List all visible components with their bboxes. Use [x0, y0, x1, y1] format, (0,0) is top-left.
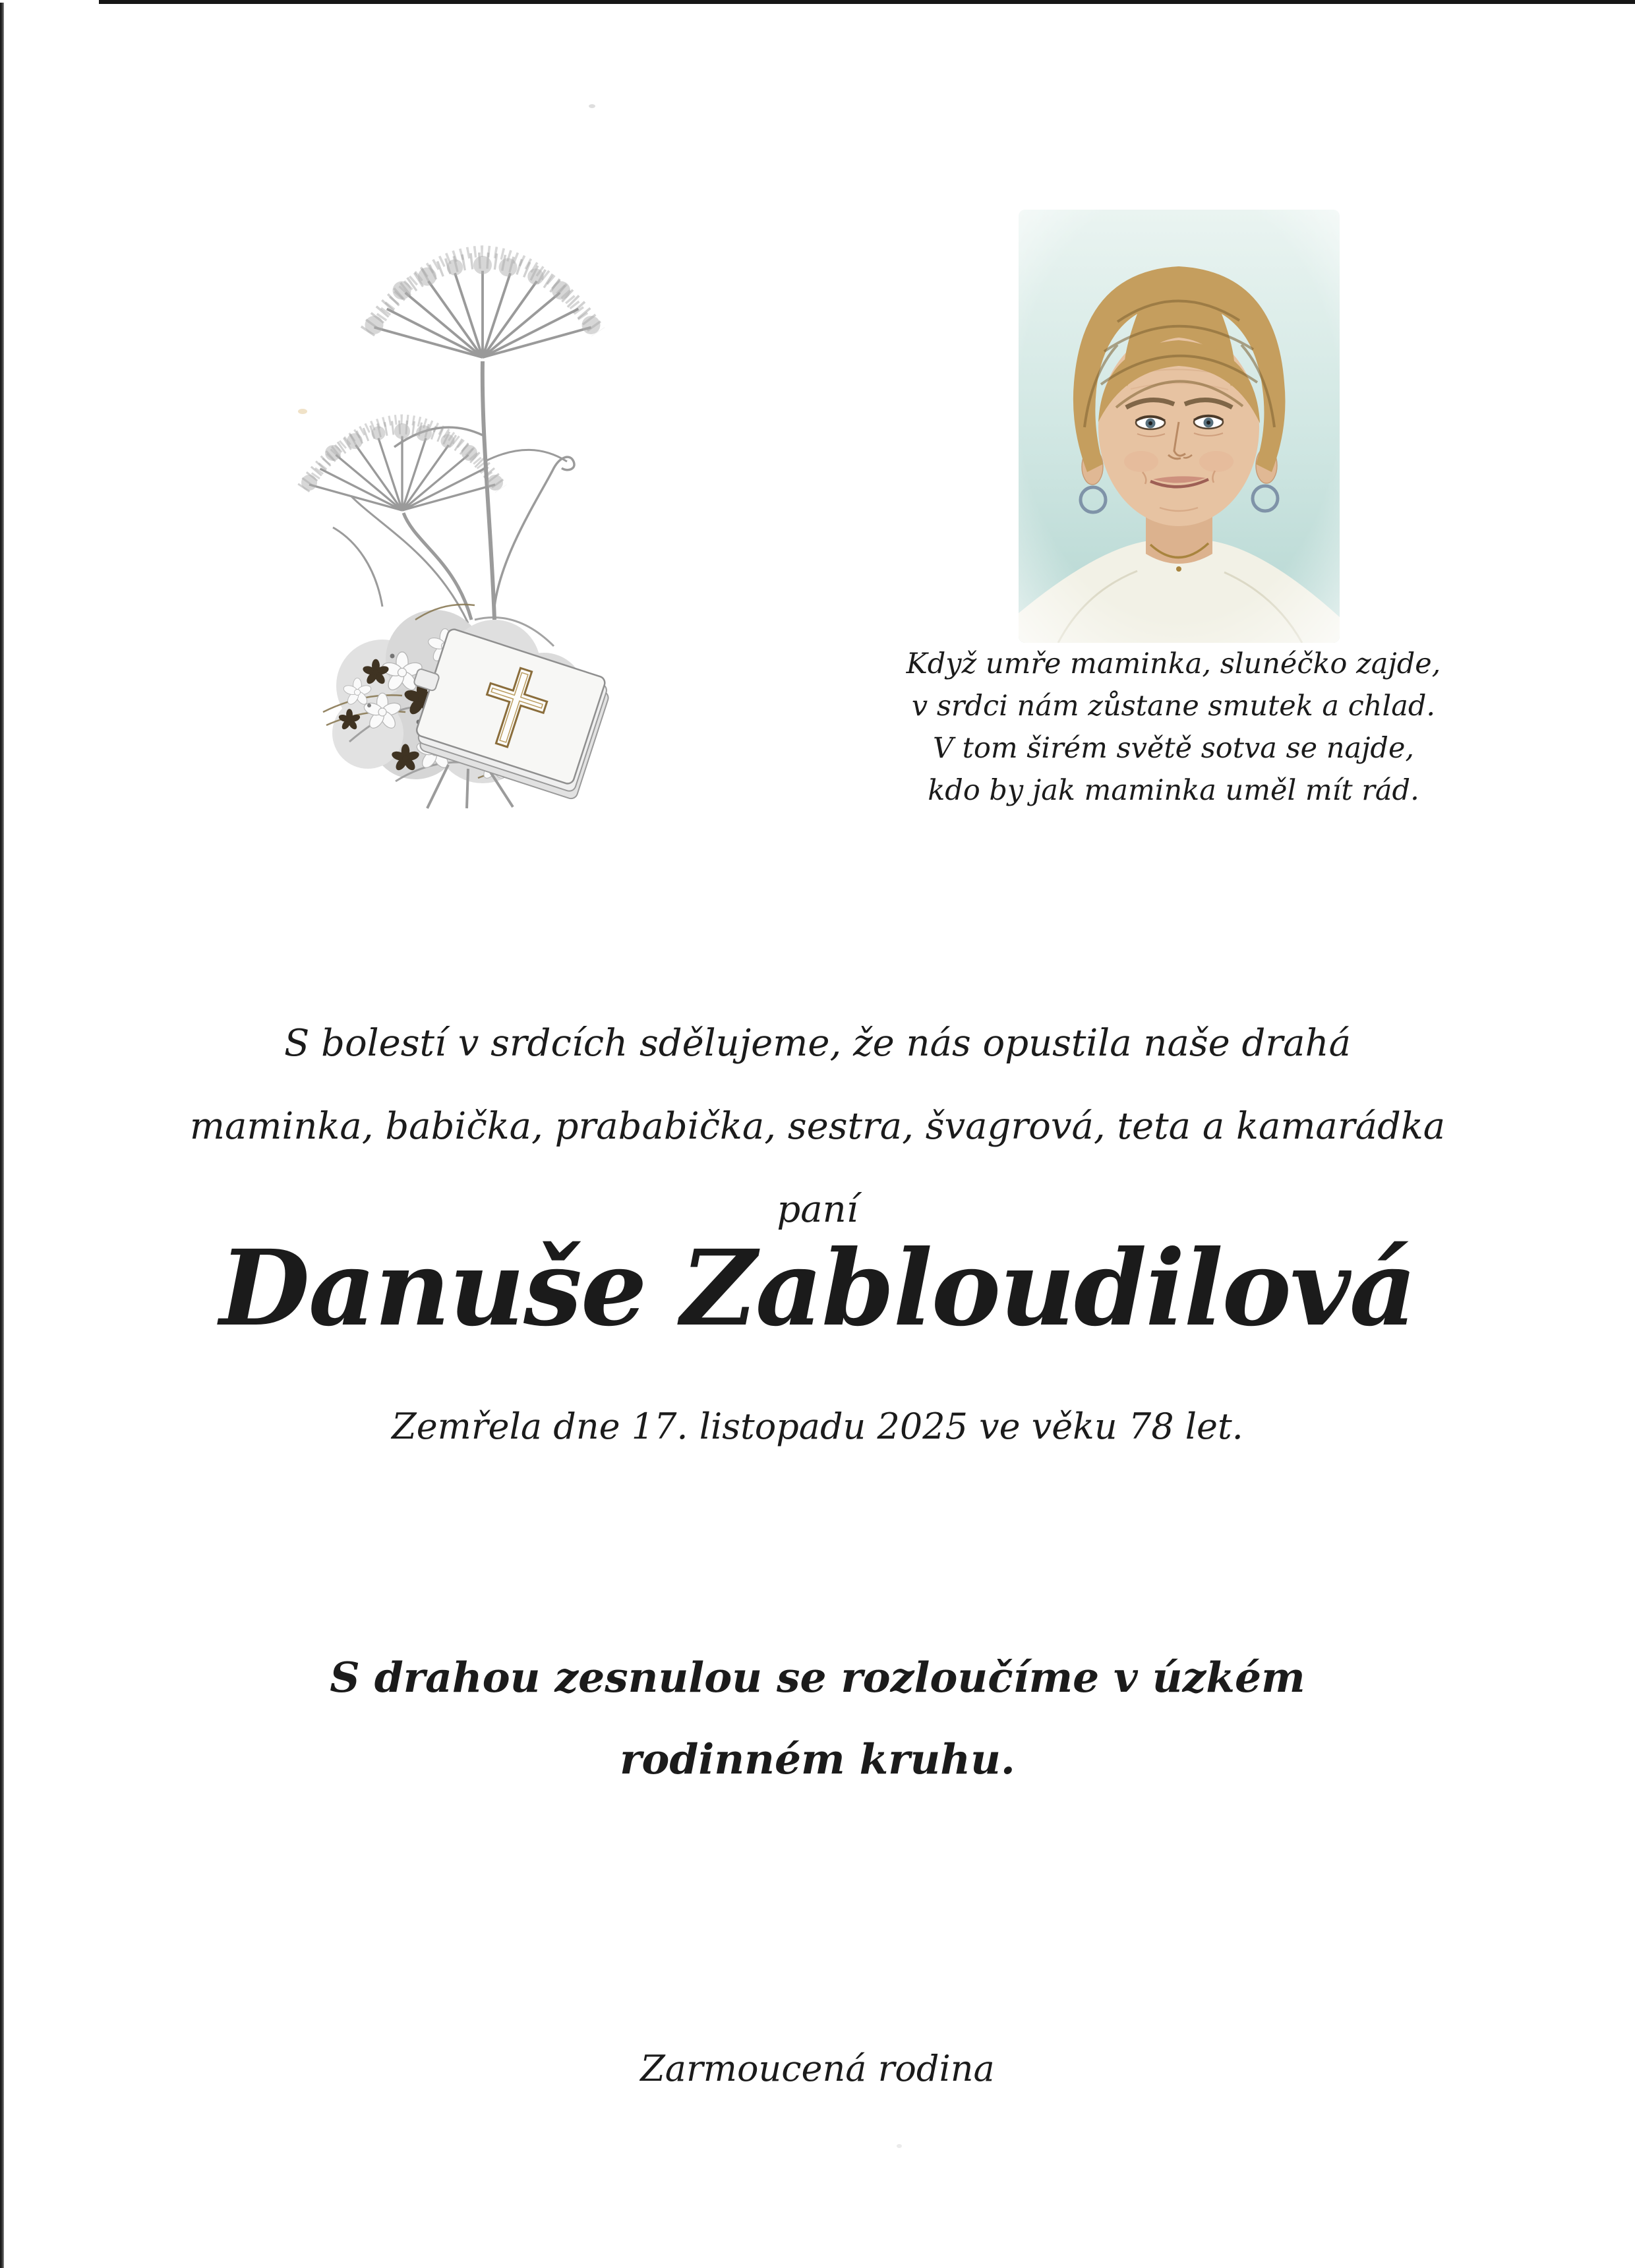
poem-line: kdo by jak maminka uměl mít rád. [928, 774, 1419, 807]
family-signature: Zarmoucená rodina [640, 2048, 995, 2089]
deceased-name: Danuše Zabloudilová [219, 1228, 1416, 1350]
flower-bouquet-illustration [185, 185, 646, 811]
announcement-line: paní [777, 1188, 858, 1231]
farewell-line: S drahou zesnulou se rozloučíme v úzkém [330, 1653, 1305, 1702]
stems [333, 361, 574, 623]
announcement-line: maminka, babička, prababička, sestra, švagrová, teta a kamarádka [189, 1105, 1446, 1148]
farewell-line: rodinném kruhu. [620, 1735, 1015, 1783]
scan-speck [897, 2144, 902, 2148]
poem-line: Když umře maminka, slunéčko zajde, [906, 647, 1441, 680]
farewell-text [0, 1636, 1635, 1800]
poem-line: v srdci nám zůstane smutek a chlad. [911, 690, 1436, 723]
scan-speck [589, 104, 595, 108]
umbel-flowers [301, 251, 601, 510]
announcement-line: S bolestí v srdcích sdělujeme, že nás opustila naše drahá [284, 1022, 1351, 1065]
scan-edge-top-line [99, 0, 1635, 4]
death-date-line: Zemřela dne 17. listopadu 2025 ve věku 78 let. [392, 1406, 1243, 1447]
memorial-poem [877, 643, 1470, 812]
photo-soft-edge [1019, 210, 1340, 643]
portrait-photo [1019, 210, 1340, 643]
poem-line: V tom širém světě sotva se najde, [932, 732, 1415, 765]
